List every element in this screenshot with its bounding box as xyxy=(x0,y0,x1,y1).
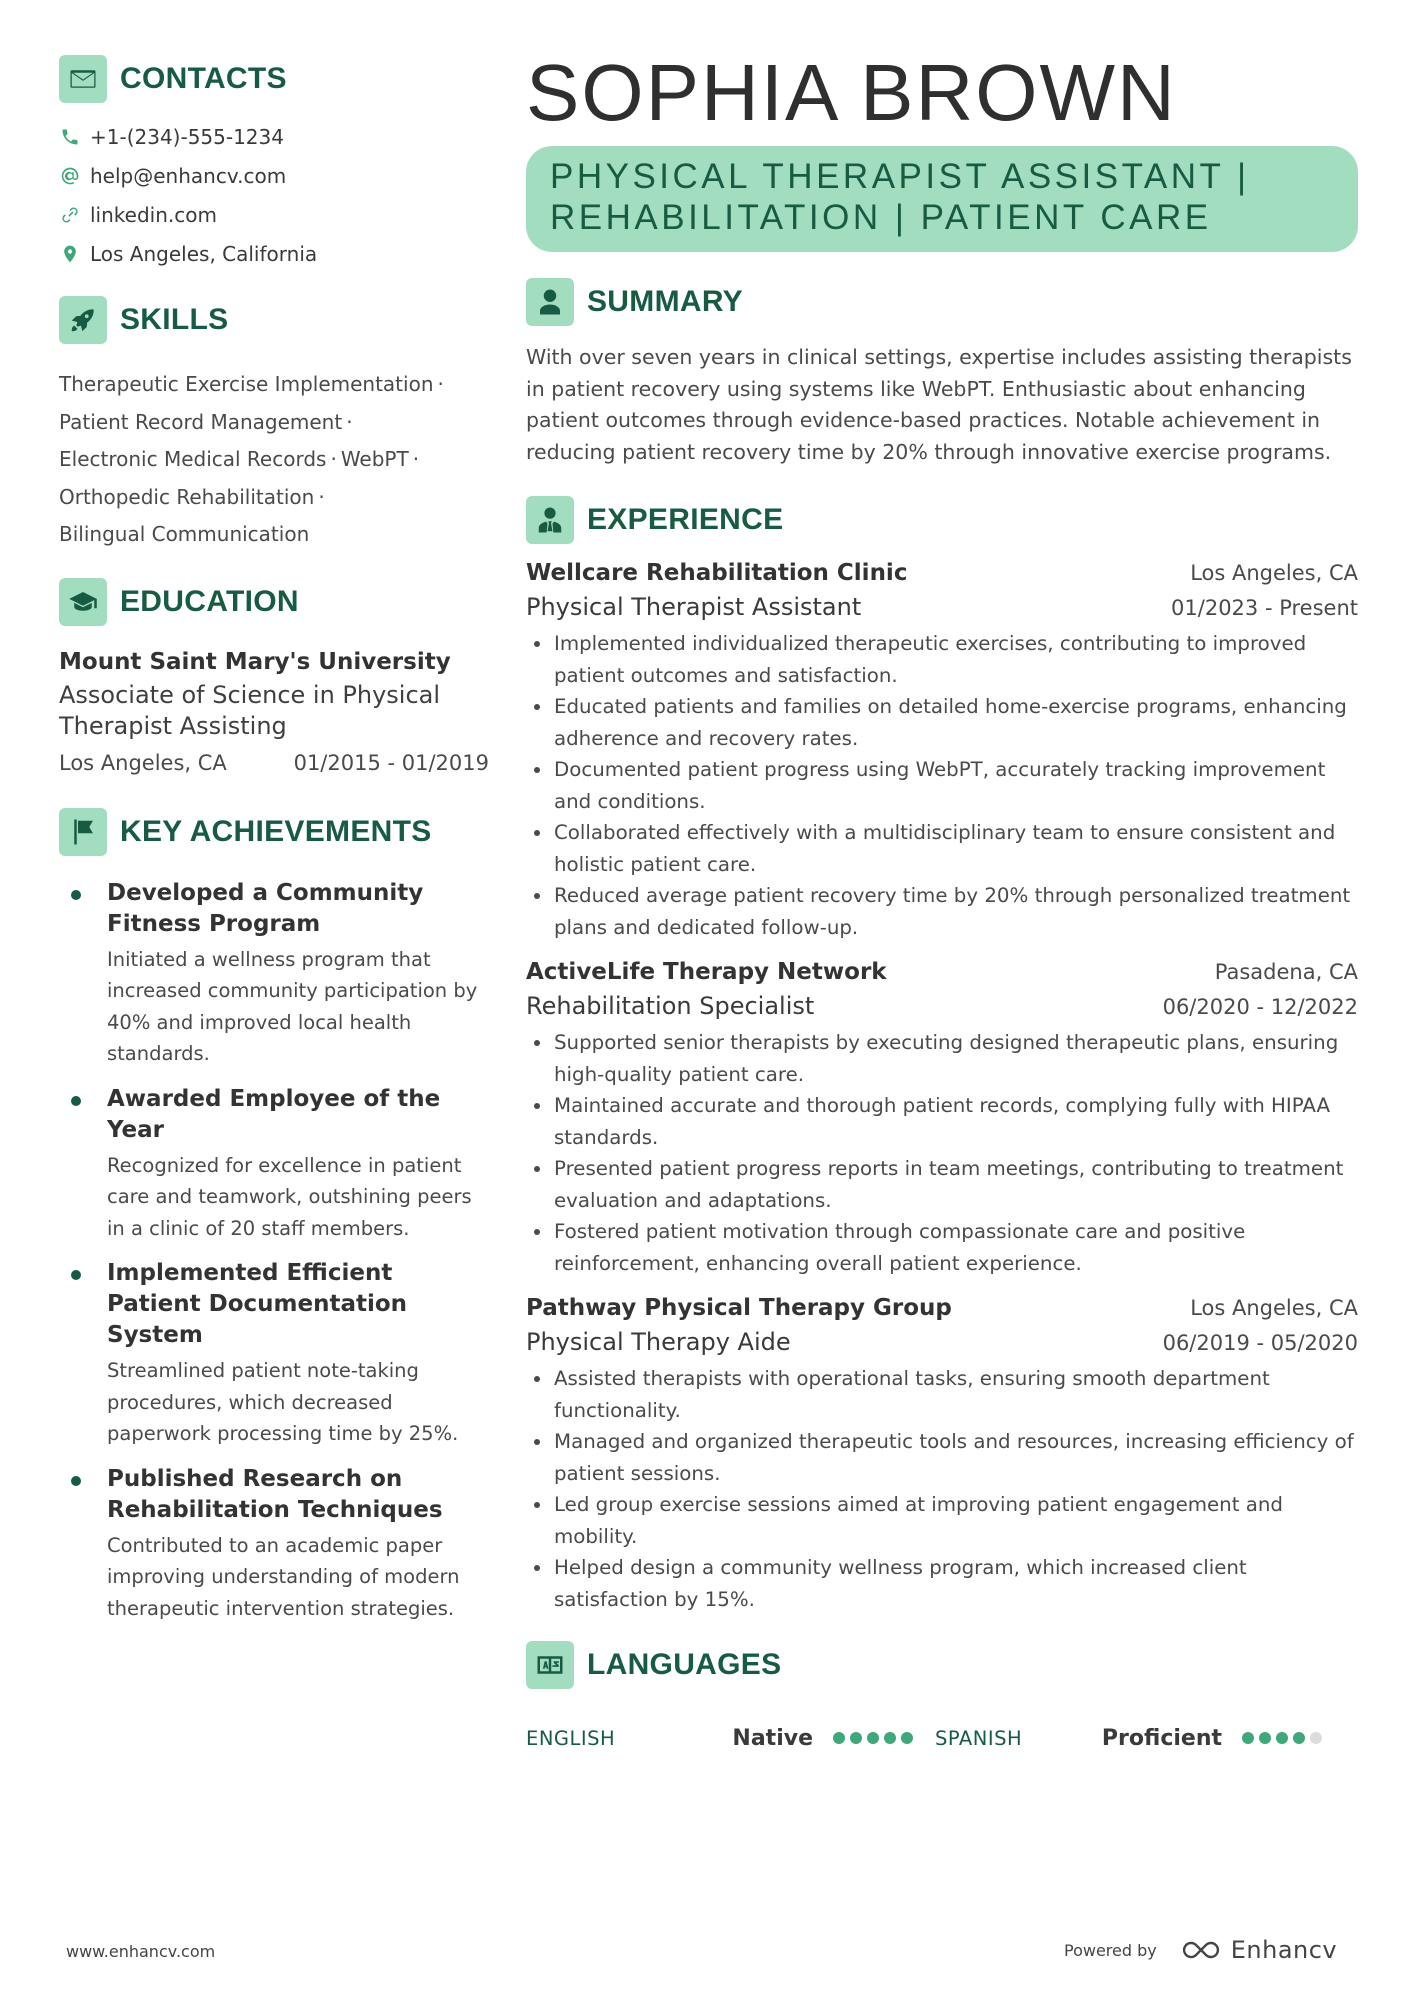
contact-text: +1-(234)-555-1234 xyxy=(90,124,284,149)
job-dates: 01/2023 - Present xyxy=(1171,596,1358,620)
job-bullet: Collaborated effectively with a multidisciplinary team to ensure consistent and holistic patient care. xyxy=(526,817,1358,880)
education-entry xyxy=(59,646,489,778)
achievement-title: Implemented Efficient Patient Documentation System xyxy=(107,1260,408,1348)
achievement-title: Published Research on Rehabilitation Techniques xyxy=(107,1465,443,1523)
achievement-desc: Recognized for excellence in patient care and teamwork, outshining peers in a clinic of 20 staff members. xyxy=(107,1153,472,1240)
contact-phone[interactable] xyxy=(59,117,489,156)
job-bullets xyxy=(526,1027,1358,1279)
skills-list xyxy=(59,366,489,554)
job-entry xyxy=(526,955,1358,1279)
rating-dot xyxy=(1276,1732,1288,1744)
achievement-title: Awarded Employee of the Year xyxy=(107,1085,441,1143)
education-section xyxy=(59,578,489,778)
contact-text: linkedin.com xyxy=(90,202,217,227)
job-bullet: Assisted therapists with operational tasks, ensuring smooth department functionality. xyxy=(526,1363,1358,1426)
contact-linkedin[interactable] xyxy=(59,195,489,234)
language-rating xyxy=(1242,1732,1327,1744)
job-entry xyxy=(526,556,1358,943)
summary-section xyxy=(526,278,1358,468)
contacts-heading xyxy=(59,55,489,103)
rating-dot xyxy=(901,1732,913,1744)
degree-name: Associate of Science in Physical Therapist Assisting xyxy=(59,680,441,740)
skills-section xyxy=(59,296,489,554)
enhancv-logo-icon xyxy=(1179,1938,1225,1962)
skills-line: Therapeutic Exercise Implementation · xyxy=(59,372,444,396)
link-icon xyxy=(59,204,81,226)
skills-line: Patient Record Management · xyxy=(59,409,353,434)
user-tie-icon xyxy=(526,496,574,544)
skill-item: WebPT xyxy=(340,447,409,471)
language-level: Proficient xyxy=(1101,1725,1222,1751)
brand-logo xyxy=(1179,1936,1337,1964)
rating-dot xyxy=(833,1732,845,1744)
job-bullet: Helped design a community wellness program, which increased client satisfaction by 15%. xyxy=(526,1552,1358,1615)
person-name: SOPHIA BROWN xyxy=(526,48,1177,137)
location-pin-icon xyxy=(59,243,81,265)
language-rating xyxy=(833,1732,918,1744)
rating-dot xyxy=(1259,1732,1271,1744)
section-title: SUMMARY xyxy=(587,285,743,318)
phone-icon xyxy=(59,126,81,148)
section-title: CONTACTS xyxy=(120,62,287,95)
job-bullet: Managed and organized therapeutic tools and resources, increasing efficiency of patient sessions. xyxy=(526,1426,1358,1489)
job-entry xyxy=(526,1291,1358,1615)
flag-icon xyxy=(59,808,107,856)
skill-item: Therapeutic Exercise Implementation xyxy=(59,372,434,396)
rating-dot xyxy=(1242,1732,1254,1744)
languages-section xyxy=(526,1641,1358,1753)
footer-brand[interactable] xyxy=(1064,1936,1337,1964)
contacts-section xyxy=(59,55,489,273)
job-bullets xyxy=(526,1363,1358,1615)
rocket-icon xyxy=(59,296,107,344)
achievements-list xyxy=(59,878,489,1625)
skills-heading xyxy=(59,296,489,344)
achievement-title: Developed a Community Fitness Program xyxy=(107,879,424,937)
user-icon xyxy=(526,278,574,326)
language-name: SPANISH xyxy=(935,1726,1023,1750)
achievement-item xyxy=(59,1258,489,1450)
at-icon xyxy=(59,165,81,187)
contact-text: Los Angeles, California xyxy=(90,241,318,266)
person-title: PHYSICAL THERAPIST ASSISTANT | REHABILITATION | PATIENT CARE xyxy=(526,146,1358,252)
envelope-icon xyxy=(59,55,107,103)
job-dates: 06/2020 - 12/2022 xyxy=(1162,995,1358,1019)
achievements-heading xyxy=(59,808,489,856)
rating-dot xyxy=(1310,1732,1322,1744)
languages-heading xyxy=(526,1641,1358,1689)
achievement-item xyxy=(59,1464,489,1625)
skill-item: Bilingual Communication xyxy=(59,522,310,546)
bullet-dot xyxy=(71,890,81,900)
footer-website[interactable]: www.enhancv.com xyxy=(66,1942,216,1961)
summary-text: With over seven years in clinical settings, expertise includes assisting therapists in patient recovery using systems like WebPT. Enthusiastic about enhancing patient outcomes through evidence-based practices. Notable achievement in reducing patient recovery time by 20% through innovative exercise programs. xyxy=(526,345,1352,464)
job-role: Physical Therapy Aide xyxy=(526,1328,791,1356)
education-dates: 01/2015 - 01/2019 xyxy=(293,750,489,775)
section-title: EDUCATION xyxy=(120,584,299,618)
job-bullets xyxy=(526,628,1358,943)
skill-item: Orthopedic Rehabilitation xyxy=(59,484,315,509)
left-column xyxy=(59,55,489,1638)
job-bullet: Presented patient progress reports in team meetings, contributing to treatment evaluation and adaptations. xyxy=(526,1153,1358,1216)
brand-name: Enhancv xyxy=(1230,1936,1338,1964)
job-bullet: Maintained accurate and thorough patient records, complying fully with HIPAA standards. xyxy=(526,1090,1358,1153)
experience-heading xyxy=(526,496,1358,544)
summary-heading xyxy=(526,278,1358,326)
achievement-desc: Streamlined patient note-taking procedures, which decreased paperwork processing time by 25%. xyxy=(107,1359,459,1445)
job-bullet: Implemented individualized therapeutic exercises, contributing to improved patient outcomes and satisfaction. xyxy=(526,628,1358,691)
right-column xyxy=(526,48,1358,1753)
education-meta xyxy=(59,748,489,778)
language-level: Native xyxy=(732,1725,813,1751)
rating-dot xyxy=(884,1732,896,1744)
job-bullet: Led group exercise sessions aimed at improving patient engagement and mobility. xyxy=(526,1489,1358,1552)
skill-item: Patient Record Management xyxy=(59,409,343,434)
job-subheader xyxy=(526,590,1358,625)
job-bullet: Fostered patient motivation through compassionate care and positive reinforcement, enhancing overall patient experience. xyxy=(526,1216,1358,1279)
achievement-item xyxy=(59,1084,489,1245)
job-bullet: Documented patient progress using WebPT, accurately tracking improvement and conditions. xyxy=(526,754,1358,817)
section-title: LANGUAGES xyxy=(587,1648,782,1681)
job-header xyxy=(526,1291,1358,1325)
experience-section xyxy=(526,496,1358,1615)
skills-line: Orthopedic Rehabilitation · xyxy=(59,484,325,509)
job-subheader xyxy=(526,1325,1358,1360)
education-location: Los Angeles, CA xyxy=(59,750,227,775)
bullet-dot xyxy=(71,1476,81,1486)
job-location: Los Angeles, CA xyxy=(1190,1296,1358,1320)
job-role: Rehabilitation Specialist xyxy=(526,992,815,1020)
language-icon xyxy=(526,1641,574,1689)
job-location: Los Angeles, CA xyxy=(1190,561,1358,585)
job-header xyxy=(526,556,1358,590)
contact-email[interactable] xyxy=(59,156,489,195)
job-role: Physical Therapist Assistant xyxy=(526,593,862,621)
education-heading xyxy=(59,578,489,626)
contact-location xyxy=(59,234,489,273)
contact-text: help@enhancv.com xyxy=(90,163,287,188)
contact-list xyxy=(59,117,489,273)
job-subheader xyxy=(526,989,1358,1024)
job-header xyxy=(526,955,1358,989)
skills-line: Electronic Medical Records · WebPT · xyxy=(59,447,420,471)
powered-by-label: Powered by xyxy=(1064,1940,1157,1960)
job-location: Pasadena, CA xyxy=(1214,960,1358,984)
job-company: Pathway Physical Therapy Group xyxy=(526,1295,952,1321)
achievement-desc: Initiated a wellness program that increased community participation by 40% and improved local health standards. xyxy=(107,947,478,1065)
section-title: EXPERIENCE xyxy=(587,503,784,536)
skill-item: Electronic Medical Records xyxy=(59,447,327,471)
rating-dot xyxy=(867,1732,879,1744)
job-company: Wellcare Rehabilitation Clinic xyxy=(526,560,908,586)
achievement-item xyxy=(59,878,489,1070)
job-bullet: Supported senior therapists by executing designed therapeutic plans, ensuring high-quality patient care. xyxy=(526,1027,1358,1090)
languages-row xyxy=(526,1723,1358,1753)
job-company: ActiveLife Therapy Network xyxy=(526,959,887,985)
school-name: Mount Saint Mary's University xyxy=(59,648,451,675)
bullet-dot xyxy=(71,1096,81,1106)
job-dates: 06/2019 - 05/2020 xyxy=(1162,1331,1358,1355)
achievements-section xyxy=(59,808,489,1625)
language-name: ENGLISH xyxy=(526,1726,616,1750)
skills-line xyxy=(59,516,489,554)
section-title: SKILLS xyxy=(120,303,229,336)
rating-dot xyxy=(1293,1732,1305,1744)
rating-dot xyxy=(850,1732,862,1744)
job-bullet: Reduced average patient recovery time by 20% through personalized treatment plans and dedicated follow-up. xyxy=(526,880,1358,943)
achievement-desc: Contributed to an academic paper improving understanding of modern therapeutic intervention strategies. xyxy=(107,1533,460,1620)
section-title: KEY ACHIEVEMENTS xyxy=(120,814,432,848)
graduation-cap-icon xyxy=(59,578,107,626)
job-bullet: Educated patients and families on detailed home-exercise programs, enhancing adherence and recovery rates. xyxy=(526,691,1358,754)
bullet-dot xyxy=(71,1270,81,1280)
